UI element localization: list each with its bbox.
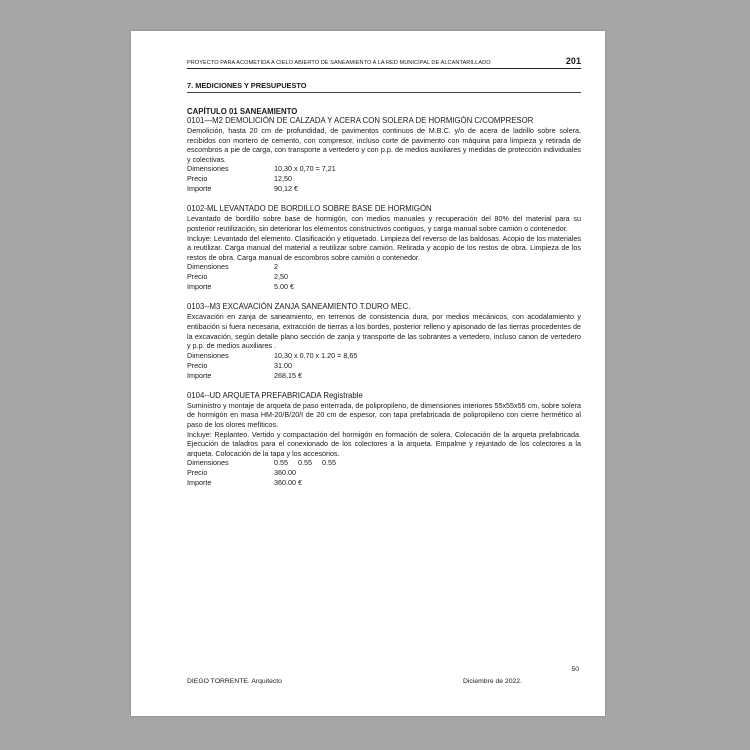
item-title: 0104--UD ARQUETA PREFABRICADA Registrable (187, 390, 363, 400)
measure-label: Precio (187, 272, 208, 282)
budget-item-0103 (187, 302, 581, 380)
item-includes: Incluye: Replanteo. Vertido y compactación del hormigón en formación de solera. Colocación de la arqueta prefabricada. Ejecución de taladros para el conexionado de los colectores a la arqueta. Empalme y rejuntado de los colectores a la arqueta. Colocación de la tapa y los accesorios. (187, 429, 581, 458)
measure-row-precio (187, 468, 581, 478)
measure-label: Precio (187, 468, 208, 478)
item-description: Levantado de bordillo sobre base de hormigón, con medios manuales y recuperación del 80% del material para su posterior reutilización, sin deteriorar los elementos constructivos contiguos, y carga manual sobre camión o contenedor. (187, 214, 581, 233)
section-title: 7. MEDICIONES Y PRESUPUESTO (187, 81, 581, 93)
budget-item-0101 (187, 116, 581, 194)
measure-row-importe (187, 371, 581, 381)
measure-row-dimensiones (187, 458, 581, 468)
budget-item-0102 (187, 204, 581, 292)
item-title: 0102-ML LEVANTADO DE BORDILLO SOBRE BASE DE HORMIGÓN (187, 204, 432, 214)
measure-value: 2 (274, 262, 278, 272)
item-description: Demolición, hasta 20 cm de profundidad, de pavimentos continuos de M.B.C. y/o de acera de ladrillo sobre solera, recibidos con mortero de cemento, con compresor, incluso corte de pavimento con máquina para limpieza y retirada de escombros a pie de carga, con transporte a vertedero y con p.p. de medios auxiliares y medidas de protección individuales y colectivas. (187, 126, 581, 164)
measure-label: Importe (187, 282, 212, 292)
measure-label: Precio (187, 174, 208, 184)
item-description: Excavación en zanja de saneamiento, en terrenos de consistencia dura, por medios mecánicos, con acodalamiento y entibación si fuera necesaria, extracción de tierras a los bordes, posterior relleno y apisonado de las tierras procedentes de la excavación, según detalle plano sección de zanja y transporte de las sobrantes a vertedero, incluso canon de vertedero y p.p. de medios auxiliares . (187, 312, 581, 351)
measure-value: 31.00 (274, 360, 292, 370)
measure-value: 90,12 € (274, 184, 298, 194)
measure-label: Dimensiones (187, 262, 229, 272)
chapter-title: CAPÍTULO 01 SANEAMIENTO (187, 107, 298, 116)
measure-label: Importe (187, 184, 212, 194)
item-includes: Incluye: Levantado del elemento. Clasificación y etiquetado. Limpieza del reverso de las baldosas. Acopio de los materiales a reutilizar. Carga manual del material a reutilizar sobre camión. Retirada y acopio de los restos de obra. Limpieza de los restos de obra. Carga manual de escombros sobre camión o contenedor. (187, 233, 581, 262)
header-year: 201 (565, 56, 581, 66)
page-number: 50 (571, 666, 579, 673)
item-title: 0103--M3 EXCAVACIÓN ZANJA SANEAMIENTO T.DURO MEC. (187, 302, 411, 312)
measure-value: 5.00 € (274, 282, 294, 292)
measure-row-importe (187, 478, 581, 488)
item-title: 0101—M2 DEMOLICIÓN DE CALZADA Y ACERA CON SOLERA DE HORMIGÓN C/COMPRESOR (187, 116, 534, 125)
measure-value: 0.55 0.55 0.55 (274, 458, 336, 468)
page-content (187, 57, 581, 488)
measure-value: 10,30 x 0.70 x 1.20 = 8,65 (274, 350, 358, 360)
measure-label: Importe (187, 370, 212, 380)
measure-row-precio (187, 361, 581, 371)
item-description: Suministro y montaje de arqueta de paso enterrada, de polipropileno, de dimensiones interiores 55x55x55 cm, sobre solera de hormigón en masa HM-20/B/20/I de 20 cm de espesor, con tapa prefabricada de polipropileno con cierre hermético al paso de los olores mefíticos. (187, 400, 581, 429)
measure-row-dimensiones (187, 262, 581, 272)
measure-row-dimensiones (187, 164, 581, 174)
footer-date: Diciembre de 2022. (463, 678, 522, 685)
measure-value: 12,50 (274, 174, 292, 184)
document-page (131, 31, 605, 716)
budget-item-0104 (187, 391, 581, 489)
measure-value: 360.00 (274, 468, 296, 478)
measure-value: 10,30 x 0,70 = 7,21 (274, 164, 336, 174)
measure-label: Importe (187, 478, 212, 488)
measure-row-dimensiones (187, 351, 581, 361)
measure-value: 2,50 (274, 272, 288, 282)
measure-row-precio (187, 272, 581, 282)
measure-label: Dimensiones (187, 458, 229, 468)
measure-label: Precio (187, 360, 208, 370)
measure-row-precio (187, 174, 581, 184)
measure-label: Dimensiones (187, 164, 229, 174)
header-title: PROYECTO PARA ACOMETIDA A CIELO ABIERTO DE SANEAMIENTO A LA RED MUNICIPAL DE ALCANTARILLADO (187, 60, 491, 66)
measure-label: Dimensiones (187, 350, 229, 360)
measure-row-importe (187, 282, 581, 292)
footer-author: DIEGO TORRENTE. Arquitecto (187, 678, 282, 685)
measure-value: 360.00 € (274, 478, 302, 488)
measure-value: 268,15 € (274, 370, 302, 380)
measure-row-importe (187, 184, 581, 194)
page-header (187, 57, 581, 69)
